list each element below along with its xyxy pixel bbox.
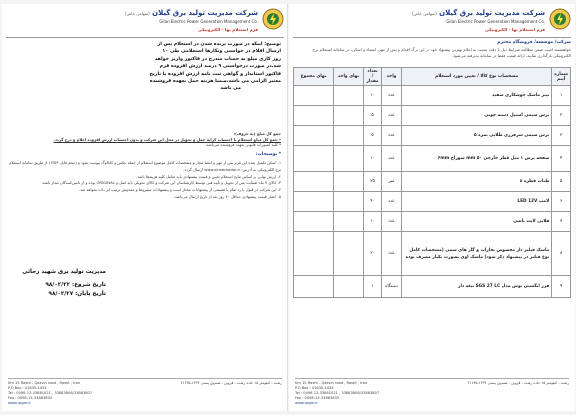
cell-unit-price[interactable]	[334, 172, 364, 192]
footer-divider	[8, 378, 282, 379]
cell-total[interactable]	[294, 192, 334, 212]
cell-unit-price[interactable]	[334, 146, 364, 172]
note-line: شد.در صورت درخواستی ۹ درصد ارزش افزوده فرم	[159, 64, 281, 70]
note-line: توضیح: اینکه در صورت برنده شدن در استعلام پس از	[157, 42, 281, 47]
cell-qty: ۲۵	[364, 172, 382, 192]
cell-unit: عدد	[382, 192, 402, 212]
cell-qty: ۵	[364, 106, 382, 126]
tip-item: ۴- این شرکت در قبول یا رد تمام یا قسمتی از پیشنهادات مختار است و پیشنهادات مشروط و مخدوش ترتیب اثر داده نخواهد شد.	[78, 187, 281, 193]
note-line: ارسال اقلام در خواستی ونکارها استعلامی طی ۱۰	[162, 49, 281, 55]
page-footer	[295, 381, 569, 407]
tips-list	[7, 160, 281, 201]
table-row	[294, 126, 571, 146]
cell-no: ۱	[552, 86, 571, 106]
footer-tel: Tel : 0098-13-33881021 , 33883806/33883807	[295, 391, 380, 395]
cell-desc: برس سیمی سرفرزی طلایی نمره ۵	[402, 126, 552, 146]
cell-unit: عدد	[382, 86, 402, 106]
end-date: تاریخ پایان: ۹۸/۰۲/۲۷	[48, 291, 106, 297]
footer-address-fa: رشت - کیلومتر ۱۵ جاده رشت - قزوین - صندوق پستی ۱۴۳۴-۴۱۶۳۵	[180, 381, 282, 385]
cell-qty: ۴۰	[364, 192, 382, 212]
sum-label: جمع کل مبلغ (به حروف):	[233, 131, 281, 136]
signature-block	[16, 268, 106, 299]
table-row	[294, 86, 571, 106]
tips-title: * توضیحات:	[255, 152, 281, 157]
footer-web[interactable]: www.rpgm.ir	[8, 401, 31, 405]
cell-total[interactable]	[294, 276, 334, 298]
items-table	[293, 67, 571, 298]
company-logo-icon	[549, 8, 571, 30]
cell-qty: ۵	[364, 126, 382, 146]
cell-desc: لامپ LED 12V	[402, 192, 552, 212]
cell-unit: عدد	[382, 106, 402, 126]
company-name-en: Gilan Electric Power Generation Management Co.	[159, 19, 258, 24]
footer-address: Km 15 Rasht - Qazvin road , Rasht , Iran	[295, 381, 368, 385]
table-row	[294, 192, 571, 212]
cell-no: ۵	[552, 172, 571, 192]
table-row	[294, 106, 571, 126]
cell-no: ۴	[552, 146, 571, 172]
col-unit-price: بهای واحد	[334, 68, 364, 86]
footer-divider	[295, 378, 569, 379]
recipient-line: شرکت/ موسسه/ فروشگاه محترم	[497, 40, 571, 45]
footer-address-fa: رشت - کیلومتر ۱۵ جاده رشت - قزوین - صندوق پستی ۱۴۳۴-۴۱۶۳۵	[467, 381, 569, 385]
cell-unit: عدد	[382, 232, 402, 276]
cell-unit: متر	[382, 172, 402, 192]
table-row	[294, 232, 571, 276]
cell-total[interactable]	[294, 86, 334, 106]
table-row	[294, 172, 571, 192]
cell-total[interactable]	[294, 126, 334, 146]
header-divider	[6, 37, 284, 38]
footer-fax: Fax : 0098-13-33883805	[8, 396, 53, 400]
cell-unit-price[interactable]	[334, 192, 364, 212]
cell-qty: ۲۰	[364, 232, 382, 276]
start-date: تاریخ شروع: ۹۸/۰۲/۲۲	[45, 282, 106, 288]
sum-note: * جمع کل مبلغ استعلام با احتساب کرایه حمل و تحویل در محل این شرکت و بدون احتساب ارزش افزوده اعلام و درج گردد.	[53, 136, 281, 142]
form-tag: فرم استعلام بها - الکترونیکی	[484, 27, 545, 32]
tip-item: ۳- کالای ۷ ماه ضمانت پس از تحویل و تأیید فنی توسط کارشناسان این شرکت و کالای تحویلی باید اصل و ORIGINAL بوده و از تامین‌کنندگان مجاز باشد.	[41, 180, 281, 186]
cell-desc: برس سیمی استیل دسته چوبی	[402, 106, 552, 126]
table-row	[294, 146, 571, 172]
note-line: معتبر الزامی می باشد،ضمنا هزینه حمل بعهده فروشنده	[149, 79, 281, 85]
cell-qty: ۱	[364, 276, 382, 298]
cell-total[interactable]	[294, 172, 334, 192]
sum-note-2: * کلیه کسورات قانونی بعهده فروشنده می‌باشد.	[205, 142, 281, 148]
note-line: روز کاری مبلغ به حساب مندرج در فاکتور واریز خواهد	[154, 56, 281, 62]
footer-fax: Fax : 0098-13-33883805	[295, 396, 340, 400]
page-footer	[8, 381, 282, 407]
cell-desc: صفحه برش ۱ میل قطر خارجی ۵۰ mm سوراخ ۶mm	[402, 146, 552, 172]
col-qty: تعداد / مقدار	[364, 68, 382, 86]
cell-unit: عدد	[382, 126, 402, 146]
cell-total[interactable]	[294, 106, 334, 126]
footer-address: Km 15 Rasht - Qazvin road , Rasht , Iran	[8, 381, 81, 385]
cell-unit-price[interactable]	[334, 126, 364, 146]
intro-text: خواهشمند است ضمن مطالعه شرایط ذیل با دقت نسبت به اعلام بهترین پیشنهاد خود در این برگ اقدام و پس از مهر، امضاء و اسکن، در سامانه استعلام نرخ الکترونیکی بارگذاری نمایید، ارائه قیمت فقط در سامانه پذیرفته می‌شود.	[312, 47, 571, 58]
cell-desc: ماسک فیلتر دار مخصوص بخارات و گاز های سمی (مشخصات کامل نوع فیلتر در پیشنهاد ذکر شود) ماسک اوی بصورت یکبار مصرف بوده	[402, 232, 552, 276]
footer-contact	[8, 381, 92, 406]
tip-item: ۱- اسکن تکمیل شده این فرم پس از مهر و امضا مجاز و مشخصات کامل موضوع استعلام از جمله عکس و کاتالوگ پیوست شود و (حجم فایل PDF ) از طریق سامانه استعلام نرخ الکترونیکی به آدرس: www.simakhedar.ir ارسال گردد.	[9, 160, 281, 172]
company-name: شرکت مدیریت تولید برق گیلان (سهامی خاص)	[411, 9, 545, 17]
col-unit: واحد	[382, 68, 402, 86]
cell-qty: ۱۰	[364, 146, 382, 172]
cell-no: ۷	[552, 212, 571, 232]
col-total: بهای مجموع	[294, 68, 334, 86]
cell-desc: فلایی لایت تاشی	[402, 212, 552, 232]
tip-item: ۲- ارزش نهایی بر اساس نتایج استعلام تعیین و قیمت پیشنهادی باید شامل کلیه هزینه‌ها باشد.	[136, 173, 281, 179]
items-page	[289, 4, 575, 411]
cell-qty: ۱۰	[364, 212, 382, 232]
page-header	[289, 6, 575, 34]
cell-total[interactable]	[294, 146, 334, 172]
cell-desc: طناب قطره ۸	[402, 172, 552, 192]
footer-pobox: P.O.Box : 41635-1434	[295, 386, 334, 390]
header-divider	[293, 37, 571, 38]
cell-no: ۸	[552, 232, 571, 276]
note-line: فاکتور استاندار و گواهی ثبت نامه ارزش افزوده با تاریخ	[149, 71, 281, 77]
cell-no: ۳	[552, 126, 571, 146]
footer-contact	[295, 381, 379, 406]
footer-pobox: P.O.Box : 41635-1434	[8, 386, 47, 390]
table-row	[294, 212, 571, 232]
cell-desc: فرز انگشتی بوش مدل SGS 27 LC تیغه دار	[402, 276, 552, 298]
tip-item: ۵- اعتبار قیمت پیشنهادی حداقل ۳۰ روز بعد از تاریخ ارسال می‌باشد.	[173, 193, 281, 199]
cell-desc: تینر ماسک جوشکاری سفید	[402, 86, 552, 106]
cell-qty: ۱۰	[364, 86, 382, 106]
col-desc: مشخصات نوع کالا / تعیین مورد استعلام	[402, 68, 552, 86]
page-header	[2, 6, 288, 34]
company-name: شرکت مدیریت تولید برق گیلان (سهامی خاص)	[124, 9, 258, 17]
cell-unit-price[interactable]	[334, 212, 364, 232]
cell-no: ۶	[552, 192, 571, 212]
cell-unit-price[interactable]	[334, 276, 364, 298]
table-header-row	[294, 68, 571, 86]
cell-no: ۹	[552, 276, 571, 298]
cell-total[interactable]	[294, 232, 334, 276]
form-tag: فرم استعلام بها - الکترونیکی	[197, 27, 258, 32]
issuer-name: مدیریت تولید برق شهید رجائی	[22, 269, 106, 275]
company-logo-icon	[262, 8, 284, 30]
note-line: می باشد	[220, 86, 241, 92]
notes-page	[2, 4, 288, 411]
footer-web[interactable]: www.rpgm.ir	[295, 401, 318, 405]
cell-unit: عدد	[382, 212, 402, 232]
cell-unit-price[interactable]	[334, 106, 364, 126]
table-row	[294, 276, 571, 298]
cell-unit: دستگاه	[382, 276, 402, 298]
col-row: شماره آیتم	[552, 68, 571, 86]
cell-no: ۲	[552, 106, 571, 126]
cell-unit: عدد	[382, 146, 402, 172]
company-name-en: Gilan Electric Power Generation Management Co.	[446, 19, 545, 24]
cell-total[interactable]	[294, 212, 334, 232]
footer-tel: Tel : 0098-13-33881021 , 33883806/33883807	[8, 391, 93, 395]
cell-unit-price[interactable]	[334, 232, 364, 276]
sum-section	[7, 131, 281, 148]
payment-note	[131, 41, 281, 93]
cell-unit-price[interactable]	[334, 86, 364, 106]
